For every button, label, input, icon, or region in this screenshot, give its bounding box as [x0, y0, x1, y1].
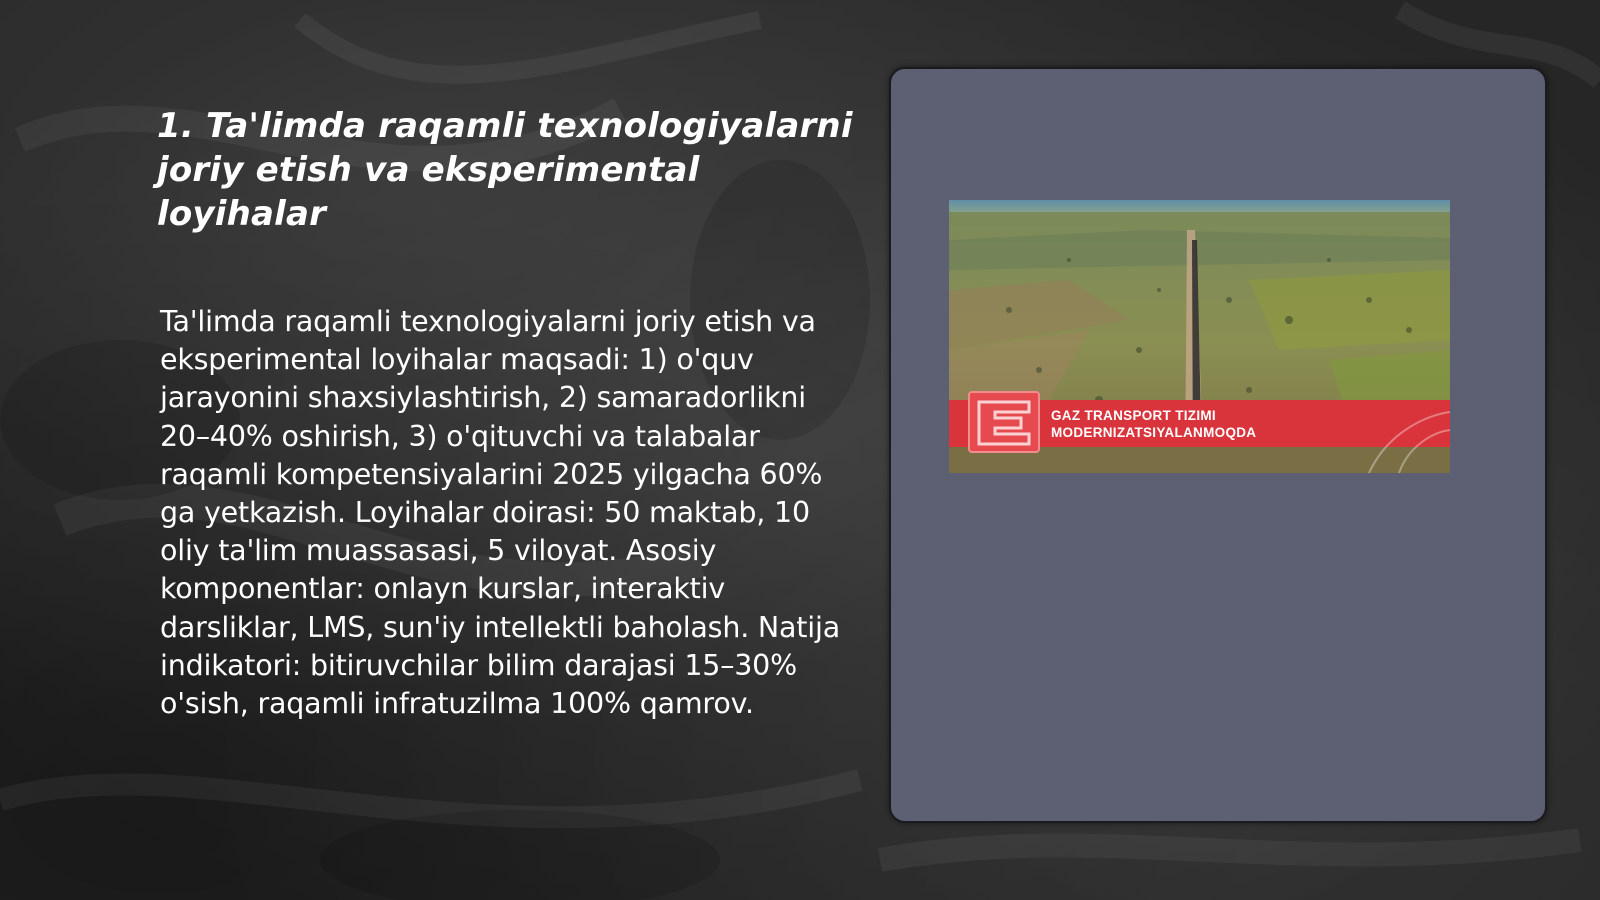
logo-emblem-icon [969, 392, 1039, 452]
banner-line-1: GAZ TRANSPORT TIZIMI [1051, 408, 1216, 423]
slide-body-text: Ta'limda raqamli texnologiyalarni joriy etish va eksperimental loyihalar maqsadi: 1) o'quv jarayonini shaxsiylashtirish, 2) samaradorlikni 20–40% oshirish, 3) o'qituvchi va talabalar raqamli kompetensiyalarini 2025 yilgacha 60% ga yetkazish. Loyihalar doirasi: 50 maktab, 10 oliy ta'lim muassasasi, 5 viloyat. Asosiy komponentlar: onlayn kurslar, interaktiv darsliklar, LMS, sun'iy intellektli baholash. Natija indikatori: bitiruvchilar bilim darajasi 15–30% o'sish, raqamli infratuzilma 100% qamrov. [160, 305, 840, 721]
photo-banner-caption [1051, 407, 1256, 441]
banner-line-2: MODERNIZATSIYALANMOQDA [1051, 425, 1257, 440]
slide-title: 1. Ta'limda raqamli texnologiyalarni joriy etish va eksperimental loyihalar [157, 106, 853, 235]
